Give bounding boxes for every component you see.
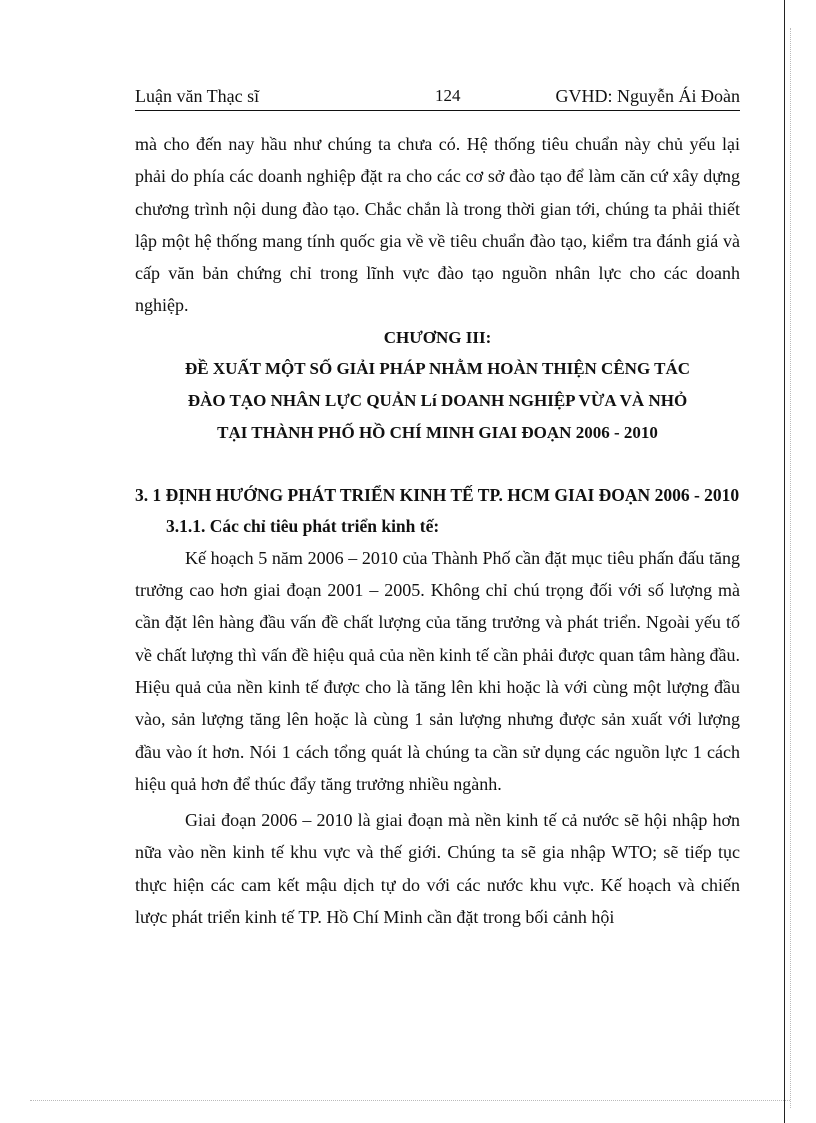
page-body xyxy=(135,128,740,933)
chapter-title-line-3: TẠI THÀNH PHỐ HỒ CHÍ MINH GIAI ĐOẠN 2006 - 2010 xyxy=(217,422,658,442)
subsection-heading: 3.1.1. Các chỉ tiêu phát triển kinh tế: xyxy=(166,515,440,536)
page-border-dotted-right xyxy=(790,28,791,1108)
intro-paragraph: mà cho đến nay hầu như chúng ta chưa có. Hệ thống tiêu chuẩn này chủ yếu lại phải do phía các doanh nghiệp đặt ra cho các cơ sở đào tạo để làm căn cứ xây dựng chương trình nội dung đào tạo. Chắc chắn là trong thời gian tới, chúng ta phải thiết lập một hệ thống mang tính quốc gia về về tiêu chuẩn đào tạo, kiểm tra đánh giá và cấp văn bản chứng chỉ trong lĩnh vực đào tạo nguồn nhân lực cho các doanh nghiệp. xyxy=(135,134,740,316)
body-paragraph-1: Kế hoạch 5 năm 2006 – 2010 của Thành Phố cần đặt mục tiêu phấn đấu tăng trưởng cao hơn giai đoạn 2001 – 2005. Không chỉ chú trọng đối với số lượng mà cần đặt lên hàng đầu vấn đề chất lượng của tăng trưởng và phát triển. Ngoài yếu tố về chất lượng thì vấn đề hiệu quả của nền kinh tế cần phải được quan tâm hàng đầu. Hiệu quả của nền kinh tế được cho là tăng lên khi hoặc là với cùng một lượng đầu vào, sản lượng tăng lên hoặc là cùng 1 sản lượng nhưng được sản xuất với lượng đầu vào ít hơn. Nói 1 cách tổng quát là chúng ta cần sử dụng các nguồn lực 1 cách hiệu quả hơn để thúc đẩy tăng trưởng nhiều ngành. xyxy=(135,547,740,794)
page-header xyxy=(135,84,740,111)
header-thesis-label: Luận văn Thạc sĩ xyxy=(135,86,260,106)
chapter-title-line-2: ĐÀO TẠO NHÂN LỰC QUẢN Lí DOANH NGHIỆP VỪA VÀ NHỎ xyxy=(187,390,688,410)
chapter-label: CHƯƠNG III: xyxy=(383,327,492,347)
page-border-right xyxy=(784,0,785,1123)
header-advisor: GVHD: Nguyễn Ái Đoàn xyxy=(555,86,740,106)
body-paragraph-2: Giai đoạn 2006 – 2010 là giai đoạn mà nền kinh tế cả nước sẽ hội nhập hơn nữa vào nền kinh tế khu vực và thế giới. Chúng ta sẽ gia nhập WTO; sẽ tiếp tục thực hiện các cam kết mậu dịch tự do với các nước khu vực. Kế hoạch và chiến lược phát triển kinh tế TP. Hồ Chí Minh cần đặt trong bối cảnh hội xyxy=(135,810,740,928)
chapter-title-line-1: ĐỀ XUẤT MỘT SỐ GIẢI PHÁP NHẰM HOÀN THIỆN CÊNG TÁC xyxy=(184,358,691,378)
page-border-dotted-bottom xyxy=(30,1100,790,1101)
header-page-number: 124 xyxy=(435,86,461,105)
section-heading: 3. 1 ĐỊNH HƯỚNG PHÁT TRIỂN KINH TẾ TP. HCM GIAI ĐOẠN 2006 - 2010 xyxy=(135,484,740,505)
